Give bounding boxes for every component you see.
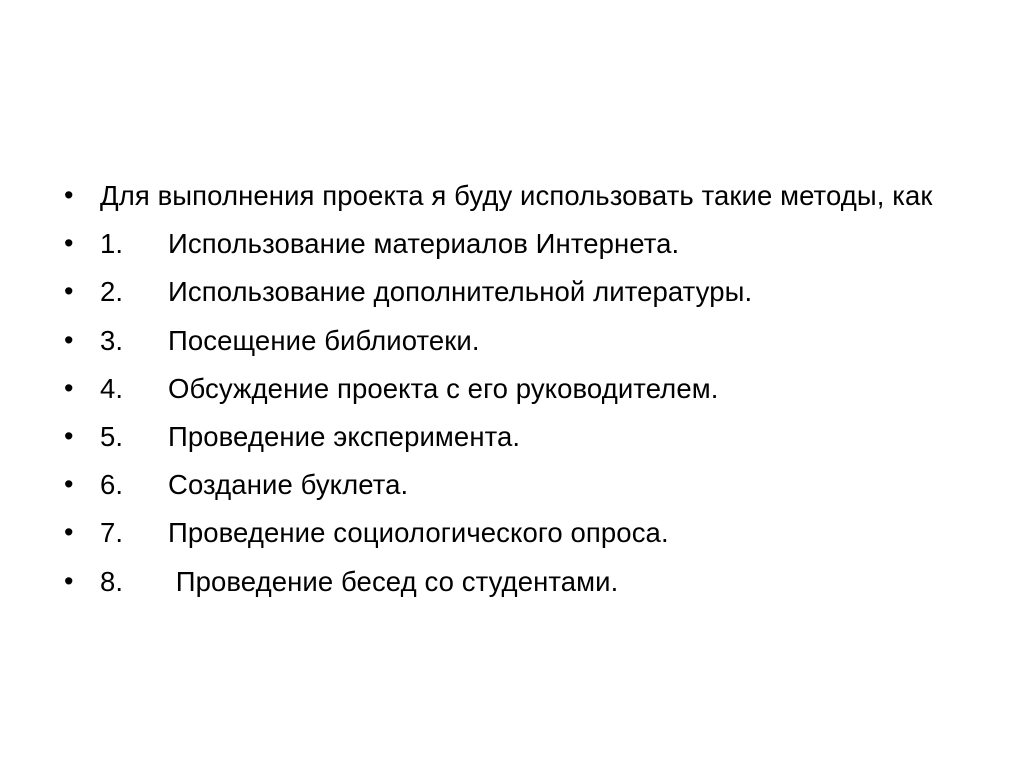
list-item xyxy=(52,226,954,261)
bullet-icon: • xyxy=(64,420,74,451)
list-item xyxy=(52,371,954,406)
methods-bullet-list xyxy=(52,178,954,599)
bullet-icon: • xyxy=(64,324,74,355)
list-item-number: 6. xyxy=(100,469,124,501)
list-item-text: Обсуждение проекта с его руководителем. xyxy=(168,372,719,404)
list-item xyxy=(52,274,954,309)
list-item xyxy=(52,564,954,599)
list-item-number: 2. xyxy=(100,276,124,308)
bullet-icon: • xyxy=(64,372,74,403)
list-item-text: Проведение бесед со студентами. xyxy=(168,565,619,597)
list-item xyxy=(52,515,954,550)
list-item-number: 7. xyxy=(100,517,124,549)
list-item-text: Проведение эксперимента. xyxy=(168,420,521,452)
list-item xyxy=(52,419,954,454)
bullet-icon: • xyxy=(64,228,74,259)
list-item-text: Использование дополнительной литературы. xyxy=(168,276,753,308)
list-item xyxy=(52,467,954,502)
bullet-icon: • xyxy=(64,517,74,548)
list-item-text: Проведение социологического опроса. xyxy=(168,517,669,549)
list-item-number: 8. xyxy=(100,565,124,597)
list-item-number: 4. xyxy=(100,372,124,404)
bullet-icon: • xyxy=(64,276,74,307)
list-item-text: Для выполнения проекта я буду использовать такие методы, как xyxy=(100,180,933,211)
list-item-text: Посещение библиотеки. xyxy=(168,324,480,356)
bullet-icon: • xyxy=(64,565,74,596)
list-item-text: Использование материалов Интернета. xyxy=(168,228,680,260)
list-item xyxy=(52,178,954,213)
bullet-icon: • xyxy=(64,469,74,500)
bullet-icon: • xyxy=(64,180,74,210)
list-item-number: 1. xyxy=(100,228,124,260)
list-item-number: 5. xyxy=(100,420,124,452)
list-item xyxy=(52,323,954,358)
list-item-text: Создание буклета. xyxy=(168,469,409,501)
list-item-number: 3. xyxy=(100,324,124,356)
